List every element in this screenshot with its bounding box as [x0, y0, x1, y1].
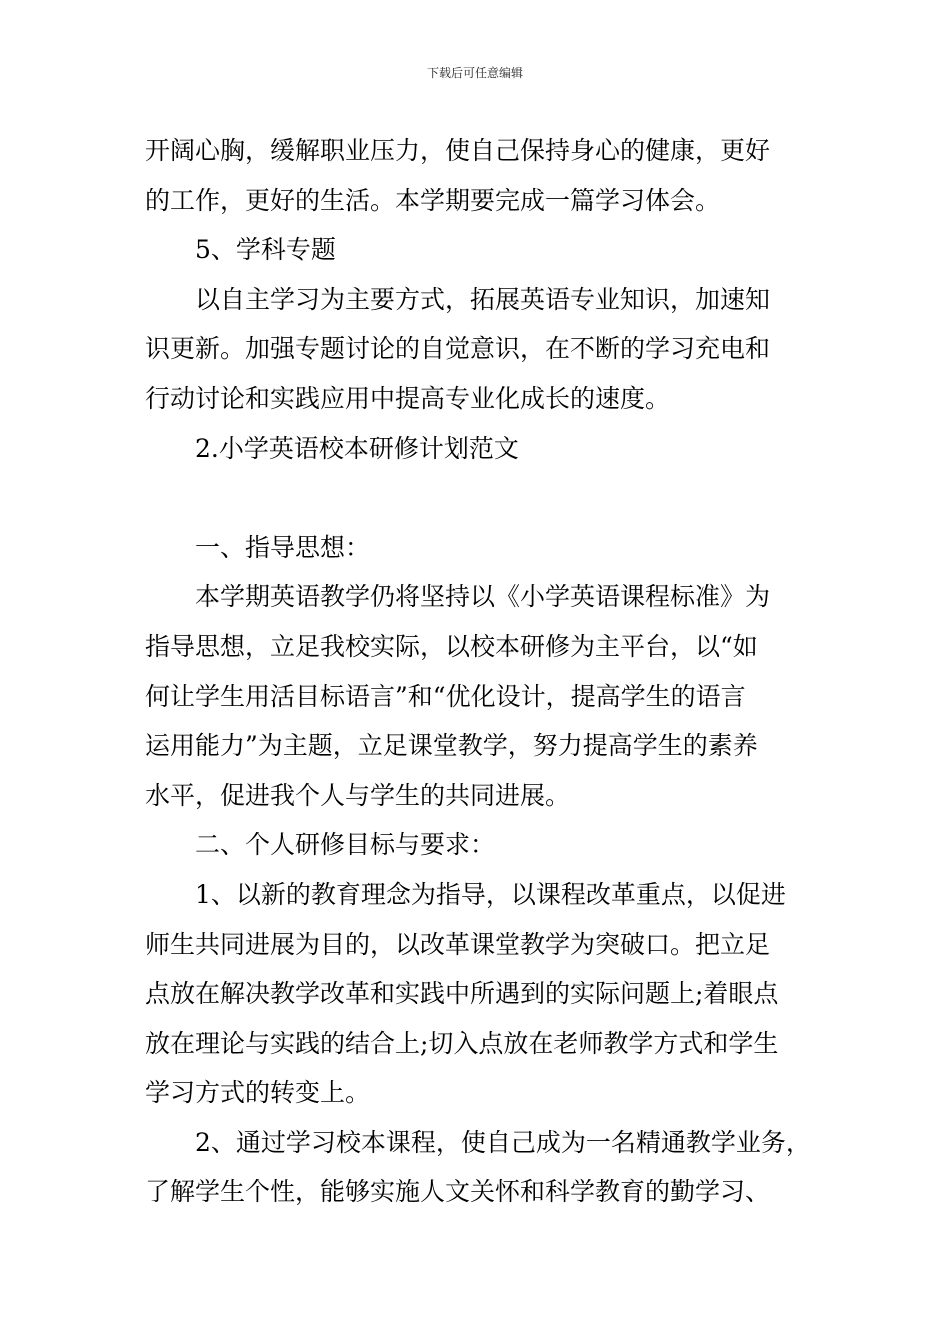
text-line: 2.小学英语校本研修计划范文	[195, 433, 519, 463]
text-line: 水平，促进我个人与学生的共同进展。	[145, 780, 571, 810]
text-line: 以自主学习为主要方式，拓展英语专业知识，加速知	[195, 284, 771, 314]
text-line: 一、指导思想：	[195, 532, 371, 562]
text-line: 本学期英语教学仍将坚持以《小学英语课程标准》为	[195, 582, 771, 612]
blank-line	[145, 473, 810, 523]
text-line: 何让学生用活目标语言”和“优化设计，提高学生的语言	[145, 681, 746, 711]
text-line: 点放在解决教学改革和实践中所遇到的实际问题上;着眼点	[145, 979, 779, 1009]
text-line: 5、学科专题	[195, 235, 336, 265]
text-line: 行动讨论和实践应用中提高专业化成长的速度。	[145, 383, 671, 413]
text-line: 识更新。加强专题讨论的自觉意识，在不断的学习充电和	[145, 334, 771, 364]
text-line: 1、以新的教育理念为指导，以课程改革重点，以促进	[195, 879, 786, 909]
text-line: 开阔心胸，缓解职业压力，使自己保持身心的健康，更好	[145, 136, 771, 165]
text-line: 的工作，更好的生活。本学期要完成一篇学习体会。	[145, 185, 721, 215]
text-line: 放在理论与实践的结合上;切入点放在老师教学方式和学生	[145, 1028, 779, 1058]
text-line: 运用能力”为主题，立足课堂教学，努力提高学生的素养	[145, 731, 758, 761]
text-line: 学习方式的转变上。	[145, 1078, 371, 1108]
text-line: 指导思想，立足我校实际，以校本研修为主平台，以“如	[145, 631, 758, 661]
page-header: 下载后可任意编辑	[426, 66, 523, 80]
text-line: 了解学生个性，能够实施人文关怀和科学教育的勤学习、	[145, 1177, 771, 1207]
text-line: 2、通过学习校本课程，使自己成为一名精通教学业务，	[195, 1127, 811, 1157]
text-line: 二、个人研修目标与要求：	[195, 830, 496, 860]
text-line: 师生共同进展为目的，以改革课堂教学为突破口。把立足	[145, 929, 771, 959]
document-body	[145, 126, 810, 1217]
